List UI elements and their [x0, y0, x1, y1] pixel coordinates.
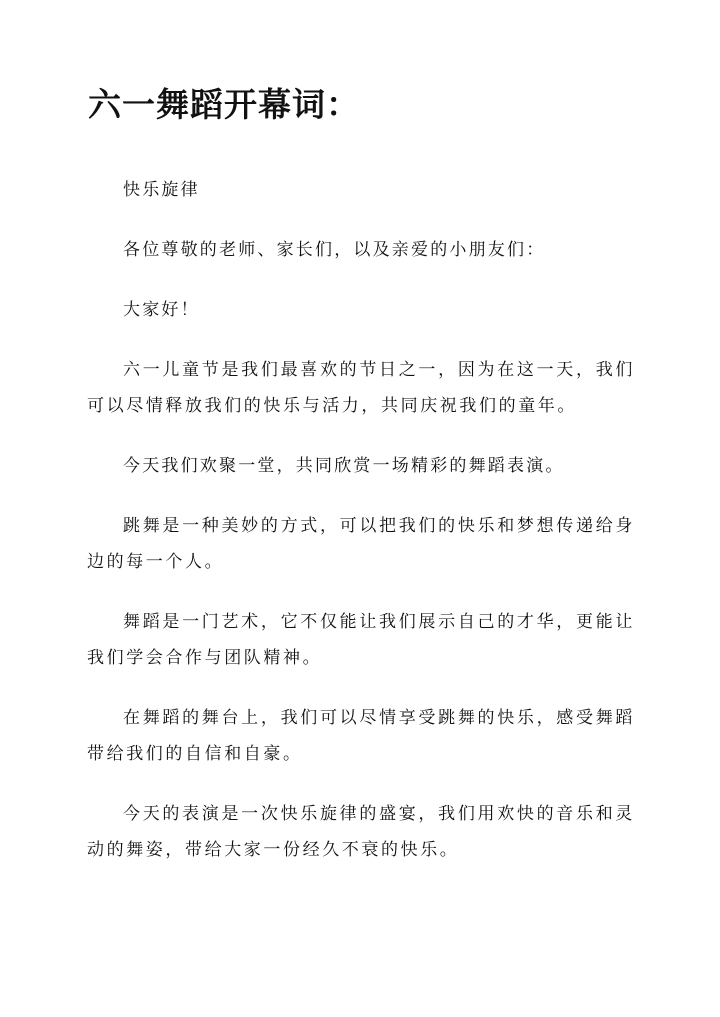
- paragraph-subtitle: 快乐旋律: [123, 180, 200, 200]
- paragraph-dance-art: 舞蹈是一门艺术，它不仅能让我们展示自己的才华，更能让我们学会合作与团队精神。: [87, 612, 635, 668]
- document-body: [87, 172, 635, 892]
- paragraph-performance: 今天的表演是一次快乐旋律的盛宴，我们用欢快的音乐和灵动的舞姿，带给大家一份经久不衰的快乐。: [87, 804, 635, 860]
- paragraph-dance-stage: 在舞蹈的舞台上，我们可以尽情享受跳舞的快乐，感受舞蹈带给我们的自信和自豪。: [87, 708, 635, 764]
- paragraph-greeting-audience: 各位尊敬的老师、家长们，以及亲爱的小朋友们：: [123, 240, 546, 260]
- paragraph-hello: 大家好！: [123, 300, 200, 320]
- paragraph-dance-way: 跳舞是一种美妙的方式，可以把我们的快乐和梦想传递给身边的每一个人。: [87, 516, 635, 572]
- paragraph-gathering: 今天我们欢聚一堂，共同欣赏一场精彩的舞蹈表演。: [123, 456, 565, 476]
- document-title: 六一舞蹈开幕词：: [88, 85, 360, 124]
- paragraph-childrens-day: 六一儿童节是我们最喜欢的节日之一，因为在这一天，我们可以尽情释放我们的快乐与活力，共同庆祝我们的童年。: [87, 360, 635, 416]
